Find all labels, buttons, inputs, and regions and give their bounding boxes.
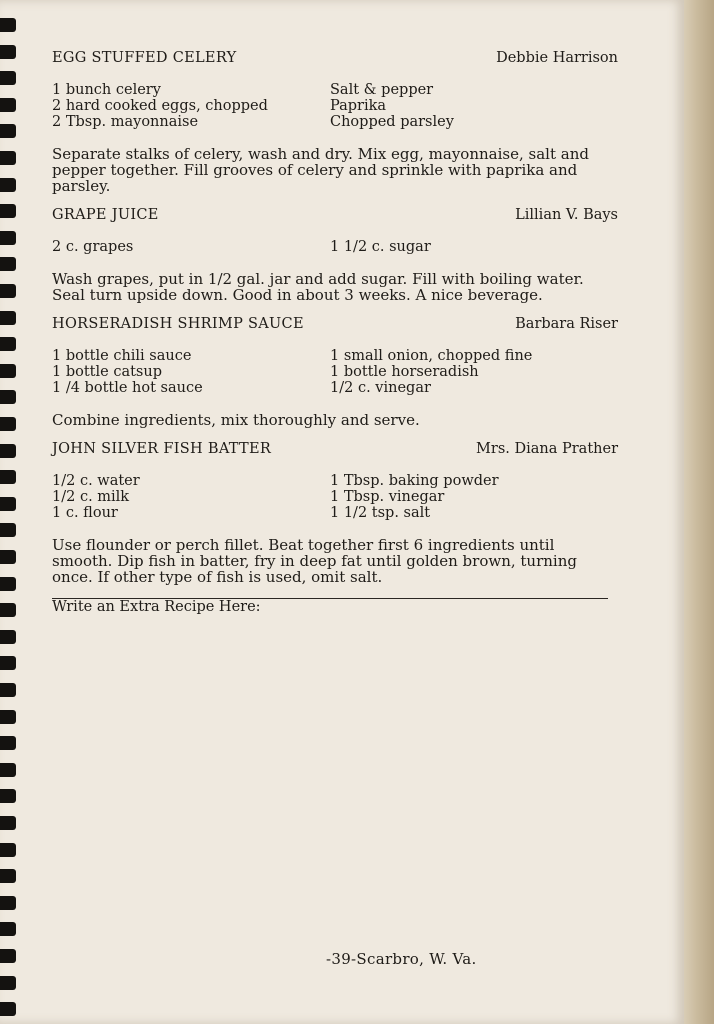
page-stack-edge <box>684 0 714 1024</box>
binding-ring <box>0 311 16 325</box>
binding-ring <box>0 683 16 697</box>
binding-ring <box>0 257 16 271</box>
binding-ring <box>0 843 16 857</box>
recipe-header <box>52 316 624 332</box>
binding-ring <box>0 364 16 378</box>
binding-ring <box>0 178 16 192</box>
ingredient-column <box>330 348 608 396</box>
ingredient-item: 1 Tbsp. baking powder <box>330 473 499 489</box>
binding-ring <box>0 444 16 458</box>
extra-recipe-line <box>52 598 608 615</box>
binding-ring <box>0 603 16 617</box>
ingredient-item: 1 Tbsp. vinegar <box>330 489 445 505</box>
ingredient-column <box>330 473 608 521</box>
binding-ring <box>0 710 16 724</box>
extra-recipe-label: Write an Extra Recipe Here: <box>52 599 261 615</box>
binding-ring <box>0 763 16 777</box>
binding-ring <box>0 204 16 218</box>
recipe-author: Mrs. Diana Prather <box>476 441 618 457</box>
binding-ring <box>0 789 16 803</box>
binding-ring <box>0 816 16 830</box>
ingredient-item: 1/2 c. milk <box>52 489 130 505</box>
binding-ring <box>0 337 16 351</box>
recipe-author: Barbara Riser <box>515 316 618 332</box>
recipe <box>52 441 624 585</box>
recipe-instructions: Use flounder or perch fillet. Beat together first 6 ingredients until smooth. Dip fish in batter, fry in deep fat until golden brown, turning once. If other type of fish is used, omit salt. <box>52 536 577 586</box>
binding-ring <box>0 18 16 32</box>
recipe-title: HORSERADISH SHRIMP SAUCE <box>52 316 304 332</box>
recipe-author: Lillian V. Bays <box>515 207 618 223</box>
ingredient-item: 2 Tbsp. mayonnaise <box>52 114 199 130</box>
binding-ring <box>0 45 16 59</box>
ingredient-item: 1 1/2 tsp. salt <box>330 505 431 521</box>
binding-ring <box>0 98 16 112</box>
binding-ring <box>0 497 16 511</box>
recipe-title: GRAPE JUICE <box>52 207 159 223</box>
ingredient-column <box>330 82 608 130</box>
recipe-instructions: Wash grapes, put in 1/2 gal. jar and add sugar. Fill with boiling water. Seal turn upside down. Good in about 3 weeks. A nice beverage. <box>52 270 584 304</box>
recipe-author: Debbie Harrison <box>496 50 618 66</box>
ingredient-column <box>52 82 330 130</box>
binding-ring <box>0 896 16 910</box>
binding-ring <box>0 949 16 963</box>
binding-ring <box>0 922 16 936</box>
ingredient-item: Salt & pepper <box>330 82 434 98</box>
ingredient-item: 1 bunch celery <box>52 82 161 98</box>
recipe-header <box>52 50 624 66</box>
ingredient-item: 1 c. flour <box>52 505 118 521</box>
ingredient-item: 1 bottle catsup <box>52 364 162 380</box>
binding-ring <box>0 470 16 484</box>
ingredient-list <box>52 348 624 396</box>
recipe-header <box>52 207 624 223</box>
binding-ring <box>0 1002 16 1016</box>
binding-ring <box>0 550 16 564</box>
binding-ring <box>0 231 16 245</box>
recipe <box>52 316 624 428</box>
ingredient-item: 1 small onion, chopped fine <box>330 348 533 364</box>
binding-ring <box>0 869 16 883</box>
binding-ring <box>0 284 16 298</box>
binding-ring <box>0 976 16 990</box>
ingredient-item: 1 bottle horseradish <box>330 364 479 380</box>
ingredient-list <box>52 82 624 130</box>
recipe-title: JOHN SILVER FISH BATTER <box>52 441 272 457</box>
ingredient-item: 1 1/2 c. sugar <box>330 239 431 255</box>
recipe-instructions: Separate stalks of celery, wash and dry. Mix egg, mayonnaise, salt and pepper together. Fill grooves of celery and sprinkle with paprika and parsley. <box>52 145 589 195</box>
ingredient-column <box>330 239 608 255</box>
binding-ring <box>0 417 16 431</box>
recipe-header <box>52 441 624 457</box>
recipe-content <box>52 50 624 615</box>
ingredient-item: 1/2 c. vinegar <box>330 380 431 396</box>
binding-ring <box>0 577 16 591</box>
ingredient-item: Chopped parsley <box>330 114 454 130</box>
ingredient-item: Paprika <box>330 98 387 114</box>
ingredient-item: 2 hard cooked eggs, chopped <box>52 98 268 114</box>
binding-ring <box>0 736 16 750</box>
recipe <box>52 207 624 303</box>
spiral-binding <box>0 0 22 1024</box>
binding-ring <box>0 656 16 670</box>
ingredient-list <box>52 239 624 255</box>
binding-ring <box>0 523 16 537</box>
ingredient-list <box>52 473 624 521</box>
page-footer: -39-Scarbro, W. Va. <box>326 950 477 968</box>
ingredient-item: 2 c. grapes <box>52 239 134 255</box>
ingredient-column <box>52 473 330 521</box>
ingredient-item: 1 /4 bottle hot sauce <box>52 380 203 396</box>
ingredient-item: 1 bottle chili sauce <box>52 348 192 364</box>
recipe-list <box>52 50 624 585</box>
ingredient-column <box>52 239 330 255</box>
binding-ring <box>0 151 16 165</box>
binding-ring <box>0 71 16 85</box>
ingredient-item: 1/2 c. water <box>52 473 140 489</box>
recipe-instructions: Combine ingredients, mix thoroughly and serve. <box>52 411 420 429</box>
recipe <box>52 50 624 194</box>
binding-ring <box>0 630 16 644</box>
ingredient-column <box>52 348 330 396</box>
binding-ring <box>0 124 16 138</box>
binding-ring <box>0 390 16 404</box>
recipe-title: EGG STUFFED CELERY <box>52 50 237 66</box>
